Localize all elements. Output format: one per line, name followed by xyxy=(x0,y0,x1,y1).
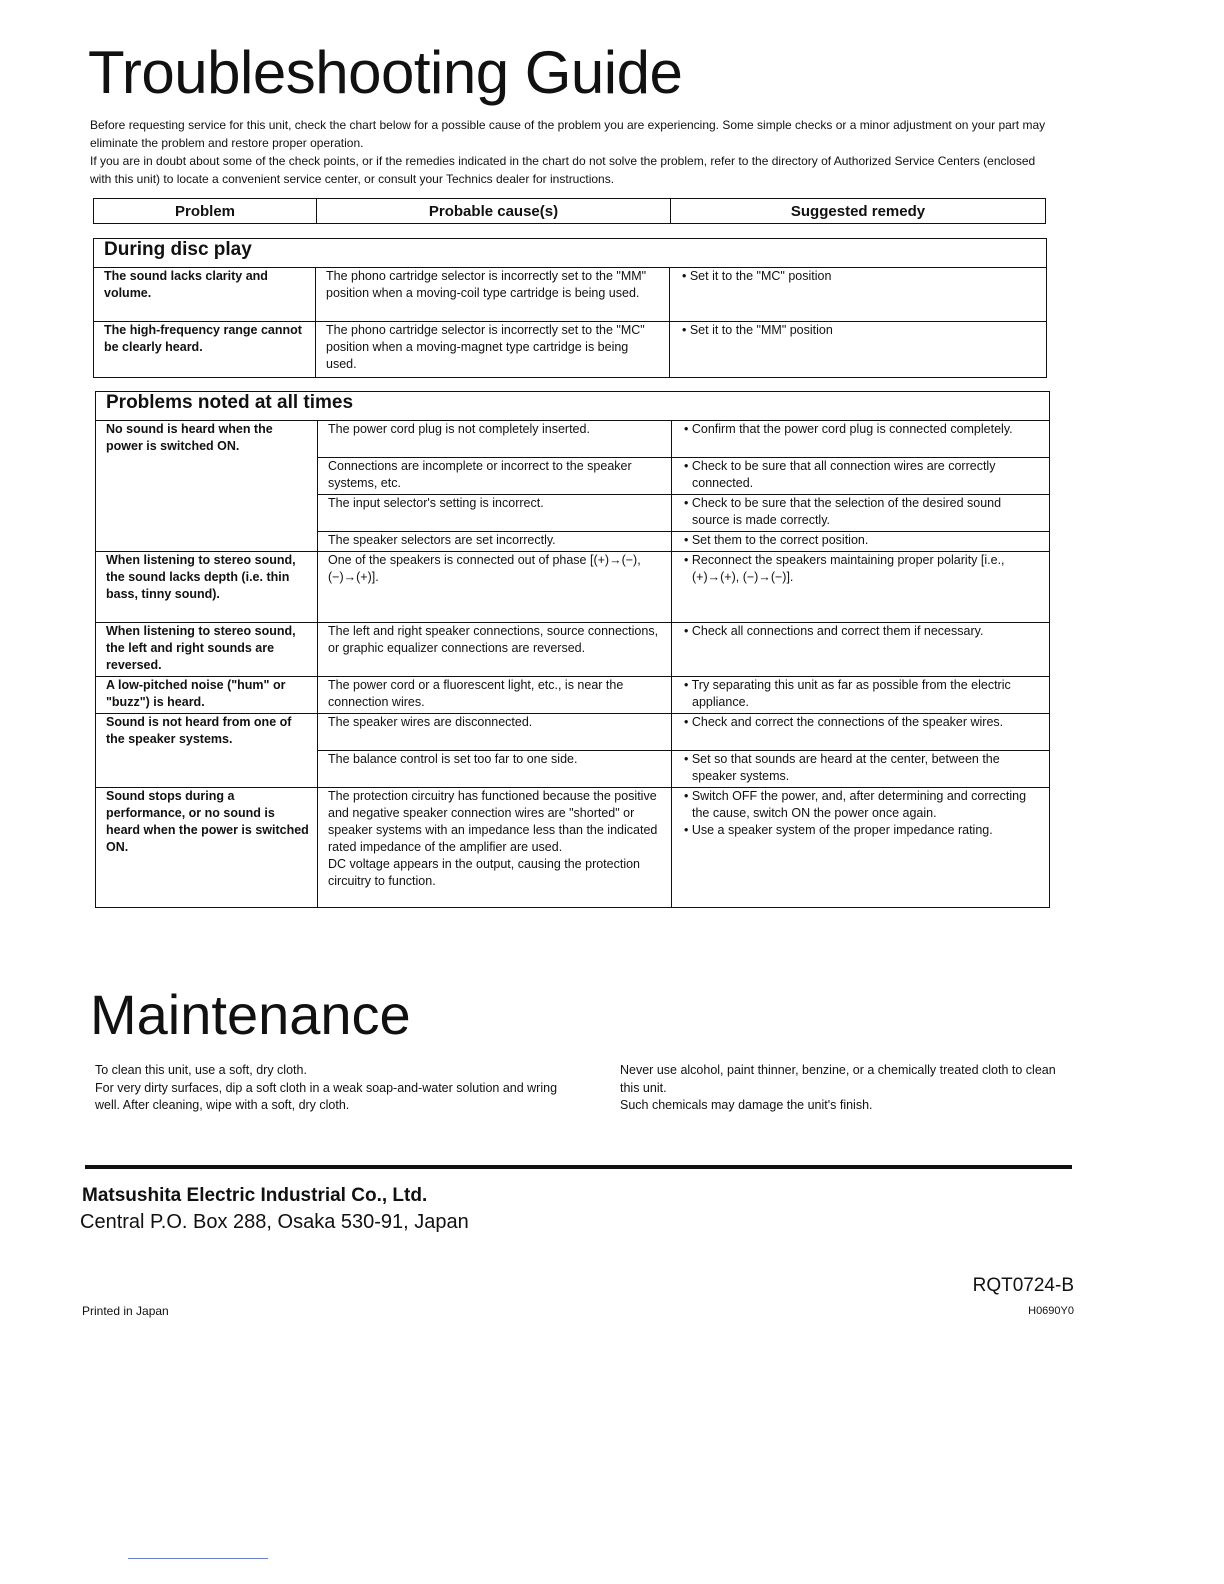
remedy-cell xyxy=(672,532,1050,552)
maintenance-paragraph: Never use alcohol, paint thinner, benzine, or a chemically treated cloth to clean this unit. xyxy=(620,1063,1056,1095)
cause-text: DC voltage appears in the output, causing the protection circuitry to function. xyxy=(328,857,641,888)
print-code: H0690Y0 xyxy=(1028,1305,1074,1317)
table-row xyxy=(94,268,1047,322)
remedy-cell xyxy=(672,458,1050,495)
maintenance-paragraph: For very dirty surfaces, dip a soft cloth in a weak soap-and-water solution and wring well. After cleaning, wipe with a soft, dry cloth. xyxy=(95,1080,558,1112)
remedy-cell xyxy=(672,677,1050,714)
divider xyxy=(85,1165,1072,1169)
remedy-text: • Use a speaker system of the proper impedance rating. xyxy=(684,823,993,837)
section-title: During disc play xyxy=(94,239,1047,268)
bottom-line xyxy=(128,1558,268,1559)
cause-cell: The speaker selectors are set incorrectly. xyxy=(318,532,672,552)
cause-cell: The power cord plug is not completely inserted. xyxy=(318,421,672,458)
problem-cell: A low-pitched noise ("hum" or "buzz") is heard. xyxy=(96,677,318,714)
company-address: Central P.O. Box 288, Osaka 530-91, Japan xyxy=(80,1211,469,1233)
remedy-cell xyxy=(672,421,1050,458)
remedy-cell xyxy=(672,788,1050,908)
header-problem: Problem xyxy=(94,199,317,223)
remedy-text: • Check all connections and correct them if necessary. xyxy=(684,624,984,638)
maintenance-left xyxy=(95,1062,565,1115)
table-row xyxy=(96,714,1050,751)
remedy-text: • Check and correct the connections of the speaker wires. xyxy=(684,715,1004,729)
remedy-text: • Set them to the correct position. xyxy=(684,533,869,547)
table-row xyxy=(96,677,1050,714)
remedy-text: • Check to be sure that all connection wires are correctly connected. xyxy=(684,459,996,490)
intro-paragraph: Before requesting service for this unit, check the chart below for a possible cause of the problem you are experiencing. Some simple checks or a minor adjustment on your part may eliminate the problem and restore proper operation. xyxy=(90,118,1046,150)
problem-cell: The sound lacks clarity and volume. xyxy=(94,268,316,322)
all-times-table xyxy=(95,391,1050,908)
remedy-cell xyxy=(670,268,1047,322)
company-name: Matsushita Electric Industrial Co., Ltd. xyxy=(82,1185,428,1206)
page-title: Troubleshooting Guide xyxy=(88,39,683,106)
cause-cell: The balance control is set too far to one side. xyxy=(318,751,672,788)
problem-cell: Sound stops during a performance, or no sound is heard when the power is switched ON. xyxy=(96,788,318,908)
cause-cell: The phono cartridge selector is incorrectly set to the "MM" position when a moving-coil type cartridge is being used. xyxy=(316,268,670,322)
printed-in: Printed in Japan xyxy=(82,1304,169,1318)
cause-cell: The speaker wires are disconnected. xyxy=(318,714,672,751)
problem-cell: The high-frequency range cannot be clearly heard. xyxy=(94,322,316,378)
maintenance-paragraph: To clean this unit, use a soft, dry cloth. xyxy=(95,1063,307,1077)
table-row xyxy=(96,623,1050,677)
remedy-text: • Check to be sure that the selection of the desired sound source is made correctly. xyxy=(684,496,1002,527)
remedy-cell xyxy=(670,322,1047,378)
problem-cell: Sound is not heard from one of the speaker systems. xyxy=(96,714,318,788)
cause-cell: One of the speakers is connected out of phase [(+)→(−), (−)→(+)]. xyxy=(318,552,672,623)
header-remedy: Suggested remedy xyxy=(790,202,926,220)
remedy-text: • Set so that sounds are heard at the center, between the speaker systems. xyxy=(684,752,1000,783)
table-row xyxy=(94,322,1047,378)
cause-cell: The left and right speaker connections, source connections, or graphic equalizer connections are reversed. xyxy=(318,623,672,677)
remedy-text: • Switch OFF the power, and, after determining and correcting the cause, switch ON the power once again. xyxy=(684,789,1027,820)
table-row xyxy=(96,552,1050,623)
cause-cell xyxy=(318,788,672,908)
remedy-cell xyxy=(672,714,1050,751)
table-header xyxy=(93,198,1046,224)
intro-paragraph: If you are in doubt about some of the check points, or if the remedies indicated in the chart do not solve the problem, refer to the directory of Authorized Service Centers (enclosed with this unit) to locate a convenient service center, or consult your Technics dealer for instructions. xyxy=(90,154,1036,186)
table-row xyxy=(96,788,1050,908)
remedy-text: • Reconnect the speakers maintaining proper polarity [i.e., (+)→(+), (−)→(−)]. xyxy=(684,553,1005,584)
remedy-text: • Confirm that the power cord plug is connected completely. xyxy=(684,422,1013,436)
remedy-text: • Try separating this unit as far as possible from the electric appliance. xyxy=(684,678,1011,709)
remedy-cell xyxy=(672,495,1050,532)
section-title: Problems noted at all times xyxy=(96,392,1050,421)
maintenance-right xyxy=(620,1062,1070,1115)
document-code: RQT0724-B xyxy=(972,1275,1074,1296)
remedy-cell xyxy=(672,552,1050,623)
cause-cell: The input selector's setting is incorrect. xyxy=(318,495,672,532)
problem-cell: When listening to stereo sound, the left and right sounds are reversed. xyxy=(96,623,318,677)
table-row xyxy=(96,421,1050,458)
cause-cell: The phono cartridge selector is incorrectly set to the "MC" position when a moving-magnet type cartridge is being used. xyxy=(316,322,670,378)
problem-cell: When listening to stereo sound, the sound lacks depth (i.e. thin bass, tinny sound). xyxy=(96,552,318,623)
cause-cell: The power cord or a fluorescent light, etc., is near the connection wires. xyxy=(318,677,672,714)
maintenance-title: Maintenance xyxy=(90,983,411,1046)
remedy-cell xyxy=(672,751,1050,788)
intro-text xyxy=(90,116,1050,188)
problem-cell: No sound is heard when the power is switched ON. xyxy=(96,421,318,552)
header-cause: Probable cause(s) xyxy=(317,199,671,223)
cause-cell: Connections are incomplete or incorrect to the speaker systems, etc. xyxy=(318,458,672,495)
disc-play-table xyxy=(93,238,1047,378)
remedy-text: • Set it to the "MM" position xyxy=(682,323,833,337)
remedy-text: • Set it to the "MC" position xyxy=(682,269,832,283)
maintenance-paragraph: Such chemicals may damage the unit's finish. xyxy=(620,1098,873,1112)
remedy-cell xyxy=(672,623,1050,677)
cause-text: The protection circuitry has functioned because the positive and negative speaker connection wires are "shorted" or speaker systems with an impedance less than the indicated rated impedance of the amplifier are used. xyxy=(328,789,658,854)
